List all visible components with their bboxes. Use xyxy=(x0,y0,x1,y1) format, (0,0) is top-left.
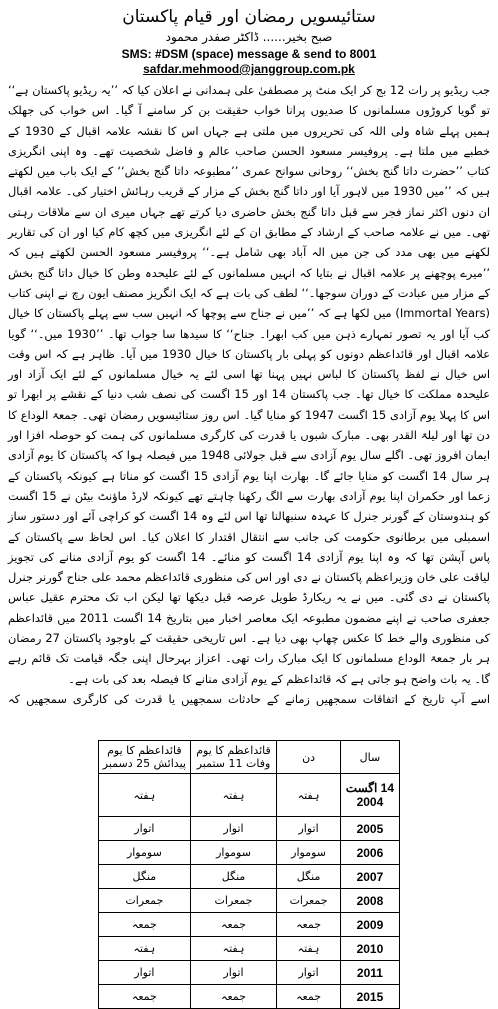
day-cell: جمعہ xyxy=(277,913,341,937)
article-paragraph: اسے آپ تاریخ کے اتفاقات سمجھیں زمانے کے حادثات سمجھیں یا قدرت کی کارگری سمجھیں کہ xyxy=(8,691,490,706)
birth-day-cell: جمعرات xyxy=(99,889,191,913)
article-title: ستائیسویں رمضان اور قیام پاکستان xyxy=(122,7,376,27)
death-day-cell: جمعرات xyxy=(190,889,277,913)
sms-line: SMS: #DSM (space) message & send to 8001 xyxy=(121,47,377,61)
day-cell: اتوار xyxy=(277,961,341,985)
death-day-cell: جمعہ xyxy=(190,913,277,937)
birth-day-cell: ہفتہ xyxy=(99,774,191,817)
day-cell: سوموار xyxy=(277,841,341,865)
dates-table xyxy=(98,740,400,1009)
birth-day-cell: جمعہ xyxy=(99,913,191,937)
day-column-header: دن xyxy=(277,741,341,774)
day-cell: جمعرات xyxy=(277,889,341,913)
death-column-header: قائداعظم کا یوم وفات 11 ستمبر xyxy=(190,741,277,774)
article-paragraph: جب ریڈیو پر رات 12 بج کر ایک منٹ پر مصطفیٰ علی ہمدانی نے اعلان کیا کہ ’’یہ ریڈیو پاکستان ہے‘‘ تو گویا کروڑوں مسلمانوں کا صدیوں پرانا خواب حقیقت بن کر سامنے آ گیا۔ اس خواب کی جھلک ہمیں پہلے شاہ ولی اللہ کی تحریروں میں ملتی ہے جہاں اس کا نقشہ علامہ اقبال کے 1930 کے خطبے میں ملتا ہے۔ پروفیسر مسعود الحسن صاحب عالم و فاضل شخصیت تھے۔ وہ اپنی انگریزی کتاب ’’حضرت داتا گنج بخش‘‘ روحانی سوانح عمری ’’مطبوعہ داتا گنج بخش‘‘ کے ایک باب میں لکھتے ہیں کہ ’’میں 1930 میں لاہور آیا اور داتا گنج بخش کے مزار کے قریب رہائش اختیار کی۔ علامہ اقبال ان دنوں اکثر نماز فجر سے قبل داتا گنج بخش حاضری دیا کرتے تھے جہاں میری ان سے ملاقات رہتی تھی۔ میں نے علامہ صاحب کے ارشاد کے مطابق ان کے لئے انگریزی میں کچھ کام کیا اور ان کی تقاریر لکھنے میں بھی مدد کی جن میں الہ آباد بھی شامل ہے۔‘‘ پروفیسر مسعود الحسن لکھتے ہیں کہ ’’میرے پوچھنے پر علامہ اقبال نے بتایا کہ انہیں مسلمانوں کے لئے علیحدہ وطن کا خیال داتا گنج بخش کے مزار میں عبادت کے دوران سوجھا۔‘‘ لطف کی بات ہے کہ ایک انگریز مصنف ایون رچ نے اپنی کتاب (Immortal Years) میں لکھا ہے کہ ’’میں نے جناح سے پوچھا کہ انہیں سب سے پہلے پاکستان کا خیال کب آیا اور یہ تصور تمہارے ذہن میں کب ابھرا۔ جناح‘‘ کا سیدھا سا جواب تھا۔ ’’1930 میں۔‘‘ گویا علامہ اقبال اور قائداعظم دونوں کو پہلی بار پاکستان کا خیال 1930 میں آیا۔ ظاہر ہے کہ اس وقت اس خیال نے لفظ پاکستان کا لباس نہیں پہنا تھا اسی لئے یہ خیال مسلمانوں کے لئے ایک آزاد اور علیحدہ مملکت کا خیال تھا۔ جب پاکستان 14 اور 15 اگست کی نصف شب دنیا کے نقشے پر ابھرا تو اس کا پہلا یوم آزادی 15 اگست 1947 کو منایا گیا۔ اس روز ستائیسویں رمضان تھی۔ جمعۃ الوداع کا دن تھا اور لیلۃ القدر بھی۔ مبارک شبوں یا قدرت کی کارگری مسلمانوں کی ہمت کو حوصلہ افزا اور ایمان افروز تھی۔ اگلے سال یوم آزادی سے قبل جولائی 1948 میں فیصلہ ہوا کہ پاکستان کا یوم آزادی ہر سال 14 اگست کو منایا جائے گا۔ بھارت اپنا یوم آزادی 15 اگست کو مناتا ہے کیونکہ پاکستان کے زعما اور حکمران اپنا یوم آزادی بھارت سے الگ رکھنا چاہتے تھے کیونکہ لارڈ ماؤنٹ بیٹن نے 15 اگست کو ہندوستان کے گورنر جنرل کا عہدہ سنبھالنا تھا اس لئے وہ 14 اگست کو کراچی آئے اور دستور ساز اسمبلی میں برطانوی حکومت کی جانب سے انتقال اقتدار کا اعلان کیا۔ اس لحاظ سے پاکستان کے پاس آپشن تھا کہ وہ اپنا یوم آزادی 14 اگست کو منائے۔ 14 اگست کو یوم آزادی منانے کی تجویز لیاقت علی خان وزیراعظم پاکستان نے دی اور اس کی منظوری قائداعظم محمد علی جناح گورنر جنرل پاکستان نے دی گئی۔ میں نے یہ ریکارڈ طویل عرصہ قبل دیکھا تھا لیکن اب تک محترم عقیل عباس جعفری صاحب نے اپنے مضمون مطبوعہ ایک معاصر اخبار میں بتاریخ 14 اگست 2011 میں قائداعظم کی منظوری والے خط کا عکس چھاپ بھی دیا ہے۔ اس تاریخی حقیقت کے باوجود پاکستان 27 رمضان ہر بار جمعۃ الوداع مسلمانوں کا ایک مبارک رات تھی۔ اعزاز بہرحال اپنی جگہ قیامت تک قائم رہے گا۔ یہ بات واضح ہو جاتی ہے کہ قائداعظم کے یوم آزادی منانے کا فیصلہ بعد کی بات ہے۔ xyxy=(8,83,491,686)
day-cell: منگل xyxy=(277,865,341,889)
day-cell: ہفتہ xyxy=(277,774,341,817)
day-cell: جمعہ xyxy=(277,985,341,1009)
year-cell: 2005 xyxy=(340,817,399,841)
author-email: safdar.mehmood@janggroup.com.pk xyxy=(143,62,355,76)
table-row xyxy=(99,865,400,889)
death-day-cell: منگل xyxy=(190,865,277,889)
birth-column-header: قائداعظم کا یوم پیدائش 25 دسمبر xyxy=(99,741,191,774)
birth-day-cell: سوموار xyxy=(99,841,191,865)
birth-day-cell: منگل xyxy=(99,865,191,889)
year-cell: 14 اگست 2004 xyxy=(340,774,399,817)
death-day-cell: ہفتہ xyxy=(190,937,277,961)
table-header-row xyxy=(99,741,400,774)
table-row xyxy=(99,889,400,913)
year-cell: 2015 xyxy=(340,985,399,1009)
year-cell: 2006 xyxy=(340,841,399,865)
article-body xyxy=(0,77,498,712)
birth-day-cell: اتوار xyxy=(99,961,191,985)
birth-day-cell: جمعہ xyxy=(99,985,191,1009)
table-row xyxy=(99,937,400,961)
year-cell: 2007 xyxy=(340,865,399,889)
year-column-header: سال xyxy=(340,741,399,774)
year-cell: 2010 xyxy=(340,937,399,961)
article-header xyxy=(0,6,498,77)
table-row xyxy=(99,817,400,841)
year-cell: 2009 xyxy=(340,913,399,937)
birth-day-cell: اتوار xyxy=(99,817,191,841)
table-row xyxy=(99,774,400,817)
table-row xyxy=(99,961,400,985)
author-byline: صبح بخیر...... ڈاکٹر صفدر محمود xyxy=(165,30,333,44)
death-day-cell: جمعہ xyxy=(190,985,277,1009)
table-row xyxy=(99,841,400,865)
death-day-cell: اتوار xyxy=(190,961,277,985)
year-cell: 2011 xyxy=(340,961,399,985)
death-day-cell: ہفتہ xyxy=(190,774,277,817)
day-cell: ہفتہ xyxy=(277,937,341,961)
year-cell: 2008 xyxy=(340,889,399,913)
death-day-cell: اتوار xyxy=(190,817,277,841)
table-row xyxy=(99,913,400,937)
day-cell: اتوار xyxy=(277,817,341,841)
death-day-cell: سوموار xyxy=(190,841,277,865)
birth-day-cell: ہفتہ xyxy=(99,937,191,961)
table-row xyxy=(99,985,400,1009)
